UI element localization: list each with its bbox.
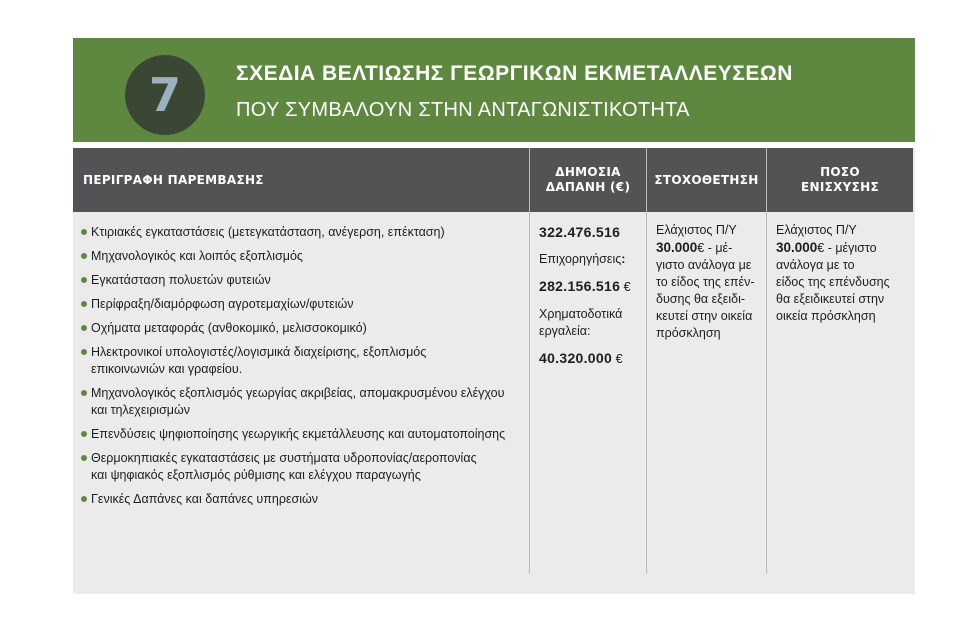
column-divider [646,148,647,574]
intervention-list [81,224,521,508]
description-column [81,224,521,515]
support-text: οικεία πρόσκληση [776,309,876,323]
grants-label: Επιχορηγήσεις: [539,252,626,266]
list-item: Περίφραξη/διαμόρφωση αγροτεμαχίων/φυτειών [81,296,521,313]
header-support-amount: ΠΟΣΟ ΕΝΙΣΧΥΣΗΣ [767,148,913,212]
support-min-label: Ελάχιστος Π/Υ [776,223,857,237]
targeting-min-label: Ελάχιστος Π/Υ [656,223,737,237]
header-public-spending: ΔΗΜΟΣΙΑ ΔΑΠΑΝΗ (€) [530,148,646,212]
column-divider [766,148,767,574]
targeting-column [656,222,764,342]
list-item: Ηλεκτρονικοί υπολογιστές/λογισμικά διαχείρισης, εξοπλισμός επικοινωνιών και γραφείου. [81,344,521,378]
targeting-amount: 30.000€ - μέ- [656,240,733,255]
section-title: ΣΧΕΔΙΑ ΒΕΛΤΙΩΣΗΣ ΓΕΩΡΓΙΚΩΝ ΕΚΜΕΤΑΛΛΕΥΣΕΩΝ [236,62,793,85]
targeting-text: γιστο ανάλογα με [656,258,752,272]
list-item: Εγκατάσταση πολυετών φυτειών [81,272,521,289]
list-item: Θερμοκηπιακές εγκαταστάσεις με συστήματα υδροπονίας/αεροπονίας και ψηφιακός εξοπλισμός ρύθμισης και ελέγχου παραγωγής [81,450,521,484]
targeting-text: δυσης θα εξειδι- [656,292,746,306]
support-text: είδος της επένδυσης [776,275,890,289]
support-amount-column [776,222,911,325]
financial-instruments-amount: 40.320.000 € [539,350,623,366]
column-divider [529,148,530,574]
section-banner [73,38,915,142]
total-spending-value: 322.476.516 [539,224,621,240]
header-targeting: ΣΤΟΧΟΘΕΤΗΣΗ [647,148,766,212]
support-amount: 30.000€ - μέγιστο [776,240,877,255]
support-text: θα εξειδικευτεί στην [776,292,885,306]
header-description: ΠΕΡΙΓΡΑΦΗ ΠΑΡΕΜΒΑΣΗΣ [73,148,529,212]
list-item: Μηχανολογικός εξοπλισμός γεωργίας ακριβείας, απομακρυσμένου ελέγχου και τηλεχειρισμών [81,385,521,419]
list-item: Μηχανολογικός και λοιπός εξοπλισμός [81,248,521,265]
grants-amount: 282.156.516 € [539,278,631,294]
targeting-text: κευτεί στην οικεία [656,309,753,323]
section-subtitle: ΠΟΥ ΣΥΜΒΑΛΟΥΝ ΣΤΗΝ ΑΝΤΑΓΩΝΙΣΤΙΚΟΤΗΤΑ [236,99,690,121]
public-spending-column [539,224,643,368]
list-item: Οχήματα μεταφοράς (ανθοκομικό, μελισσοκομικό) [81,320,521,337]
section-number-badge: 7 [125,55,205,135]
targeting-text: το είδος της επέν- [656,275,755,289]
targeting-text: πρόσκληση [656,326,721,340]
list-item: Κτιριακές εγκαταστάσεις (μετεγκατάσταση, ανέγερση, επέκταση) [81,224,521,241]
support-text: ανάλογα με το [776,258,855,272]
list-item: Επενδύσεις ψηφιοποίησης γεωργικής εκμετάλλευσης και αυτοματοποίησης [81,426,521,443]
financial-instruments-label: Χρηματοδοτικά εργαλεία: [539,307,623,338]
list-item: Γενικές Δαπάνες και δαπάνες υπηρεσιών [81,491,521,508]
